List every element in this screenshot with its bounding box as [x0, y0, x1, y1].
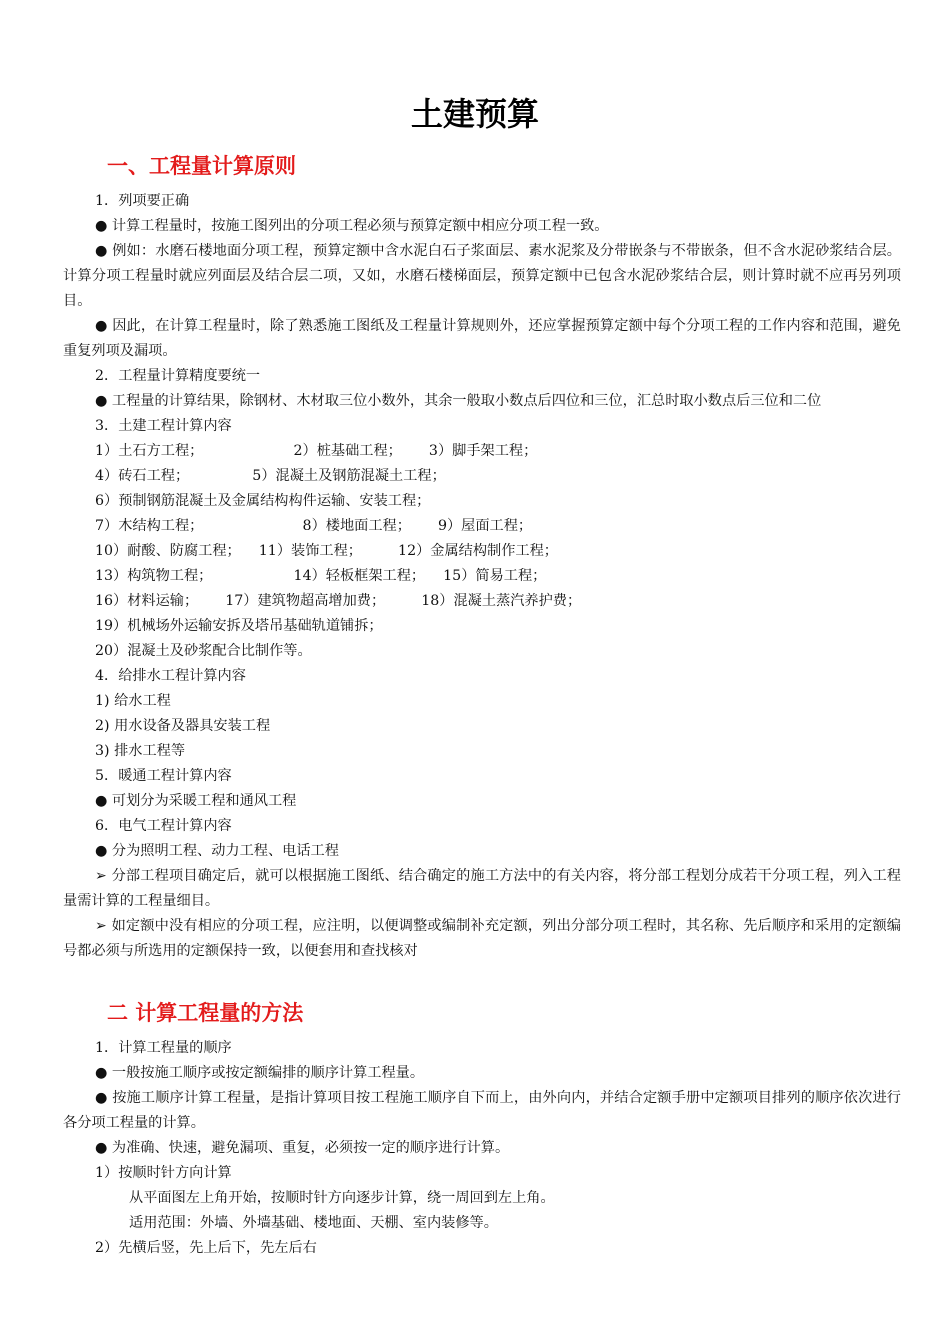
- paragraph: 从平面图左上角开始，按顺时针方向逐步计算，绕一周回到左上角。: [129, 1190, 555, 1206]
- paragraph: ➢ 如定额中没有相应的分项工程，应注明，以便调整或编制补充定额，列出分部分项工程时，其名称、先后顺序和采用的定额编号都必须与所选用的定额保持一致，以便套用和查找核对: [63, 918, 901, 959]
- section-2-body: [63, 1036, 901, 1261]
- paragraph: ➢ 分部工程项目确定后，就可以根据施工图纸、结合确定的施工方法中的有关内容，将分部工程划分成若干分项工程，列入工程量需计算的工程量细目。: [63, 868, 901, 909]
- paragraph: 适用范围：外墙、外墙基础、楼地面、天棚、室内装修等。: [129, 1215, 498, 1231]
- paragraph: 1．列项要正确: [95, 193, 190, 209]
- paragraph: ● 分为照明工程、动力工程、电话工程: [95, 843, 339, 859]
- paragraph: 4．给排水工程计算内容: [95, 668, 246, 684]
- paragraph: ● 工程量的计算结果，除钢材、木材取三位小数外，其余一般取小数点后四位和三位，汇总时取小数点后三位和二位: [95, 393, 822, 409]
- list-item: 1）土石方工程； 2）桩基础工程； 3）脚手架工程；: [95, 443, 538, 459]
- list-item: 7）木结构工程； 8）楼地面工程； 9）屋面工程；: [95, 518, 533, 534]
- list-item: 1) 给水工程: [95, 693, 171, 709]
- paragraph: 2）先横后竖，先上后下，先左后右: [95, 1240, 317, 1256]
- paragraph: 3．土建工程计算内容: [95, 418, 232, 434]
- paragraph: 1）按顺时针方向计算: [95, 1165, 232, 1181]
- section-heading-2: 二 计算工程量的方法: [107, 1001, 304, 1025]
- list-item: 20）混凝土及砂浆配合比制作等。: [95, 643, 312, 659]
- paragraph: ● 一般按施工顺序或按定额编排的顺序计算工程量。: [95, 1065, 425, 1081]
- list-item: 3) 排水工程等: [95, 743, 186, 759]
- list-item: 13）构筑物工程； 14）轻板框架工程； 15）简易工程；: [95, 568, 547, 584]
- paragraph: ● 按施工顺序计算工程量，是指计算项目按工程施工顺序自下而上，由外向内，并结合定额手册中定额项目排列的顺序依次进行各分项工程量的计算。: [63, 1090, 901, 1131]
- paragraph: 5．暖通工程计算内容: [95, 768, 232, 784]
- list-item: 10）耐酸、防腐工程； 11）装饰工程； 12）金属结构制作工程；: [95, 543, 558, 559]
- list-item: 2) 用水设备及器具安装工程: [95, 718, 271, 734]
- list-item: 4）砖石工程； 5）混凝土及钢筋混凝土工程；: [95, 468, 446, 484]
- section-1-body: [63, 189, 901, 964]
- paragraph: ● 计算工程量时，按施工图列出的分项工程必须与预算定额中相应分项工程一致。: [95, 218, 609, 234]
- list-item: 19）机械场外运输安拆及塔吊基础轨道铺拆；: [95, 618, 383, 634]
- paragraph: 2．工程量计算精度要统一: [95, 368, 261, 384]
- section-heading-1: 一、工程量计算原则: [107, 154, 296, 178]
- paragraph: ● 可划分为采暖工程和通风工程: [95, 793, 297, 809]
- list-item: 6）预制钢筋混凝土及金属结构构件运输、安装工程；: [95, 493, 431, 509]
- paragraph: ● 例如：水磨石楼地面分项工程，预算定额中含水泥白石子浆面层、素水泥浆及分带嵌条与不带嵌条，但不含水泥砂浆结合层。计算分项工程量时就应列面层及结合层二项，又如，水磨石楼梯面层，预算定额中已包含水泥砂浆结合层，则计算时就不应再另列项目。: [63, 243, 901, 309]
- paragraph: 1．计算工程量的顺序: [95, 1040, 232, 1056]
- list-item: 16）材料运输； 17）建筑物超高增加费； 18）混凝土蒸汽养护费；: [95, 593, 582, 609]
- paragraph: 6．电气工程计算内容: [95, 818, 232, 834]
- paragraph: ● 因此，在计算工程量时，除了熟悉施工图纸及工程量计算规则外，还应掌握预算定额中每个分项工程的工作内容和范围，避免重复列项及漏项。: [63, 318, 901, 359]
- paragraph: ● 为准确、快速，避免漏项、重复，必须按一定的顺序进行计算。: [95, 1140, 510, 1156]
- document-title: 土建预算: [410, 95, 539, 133]
